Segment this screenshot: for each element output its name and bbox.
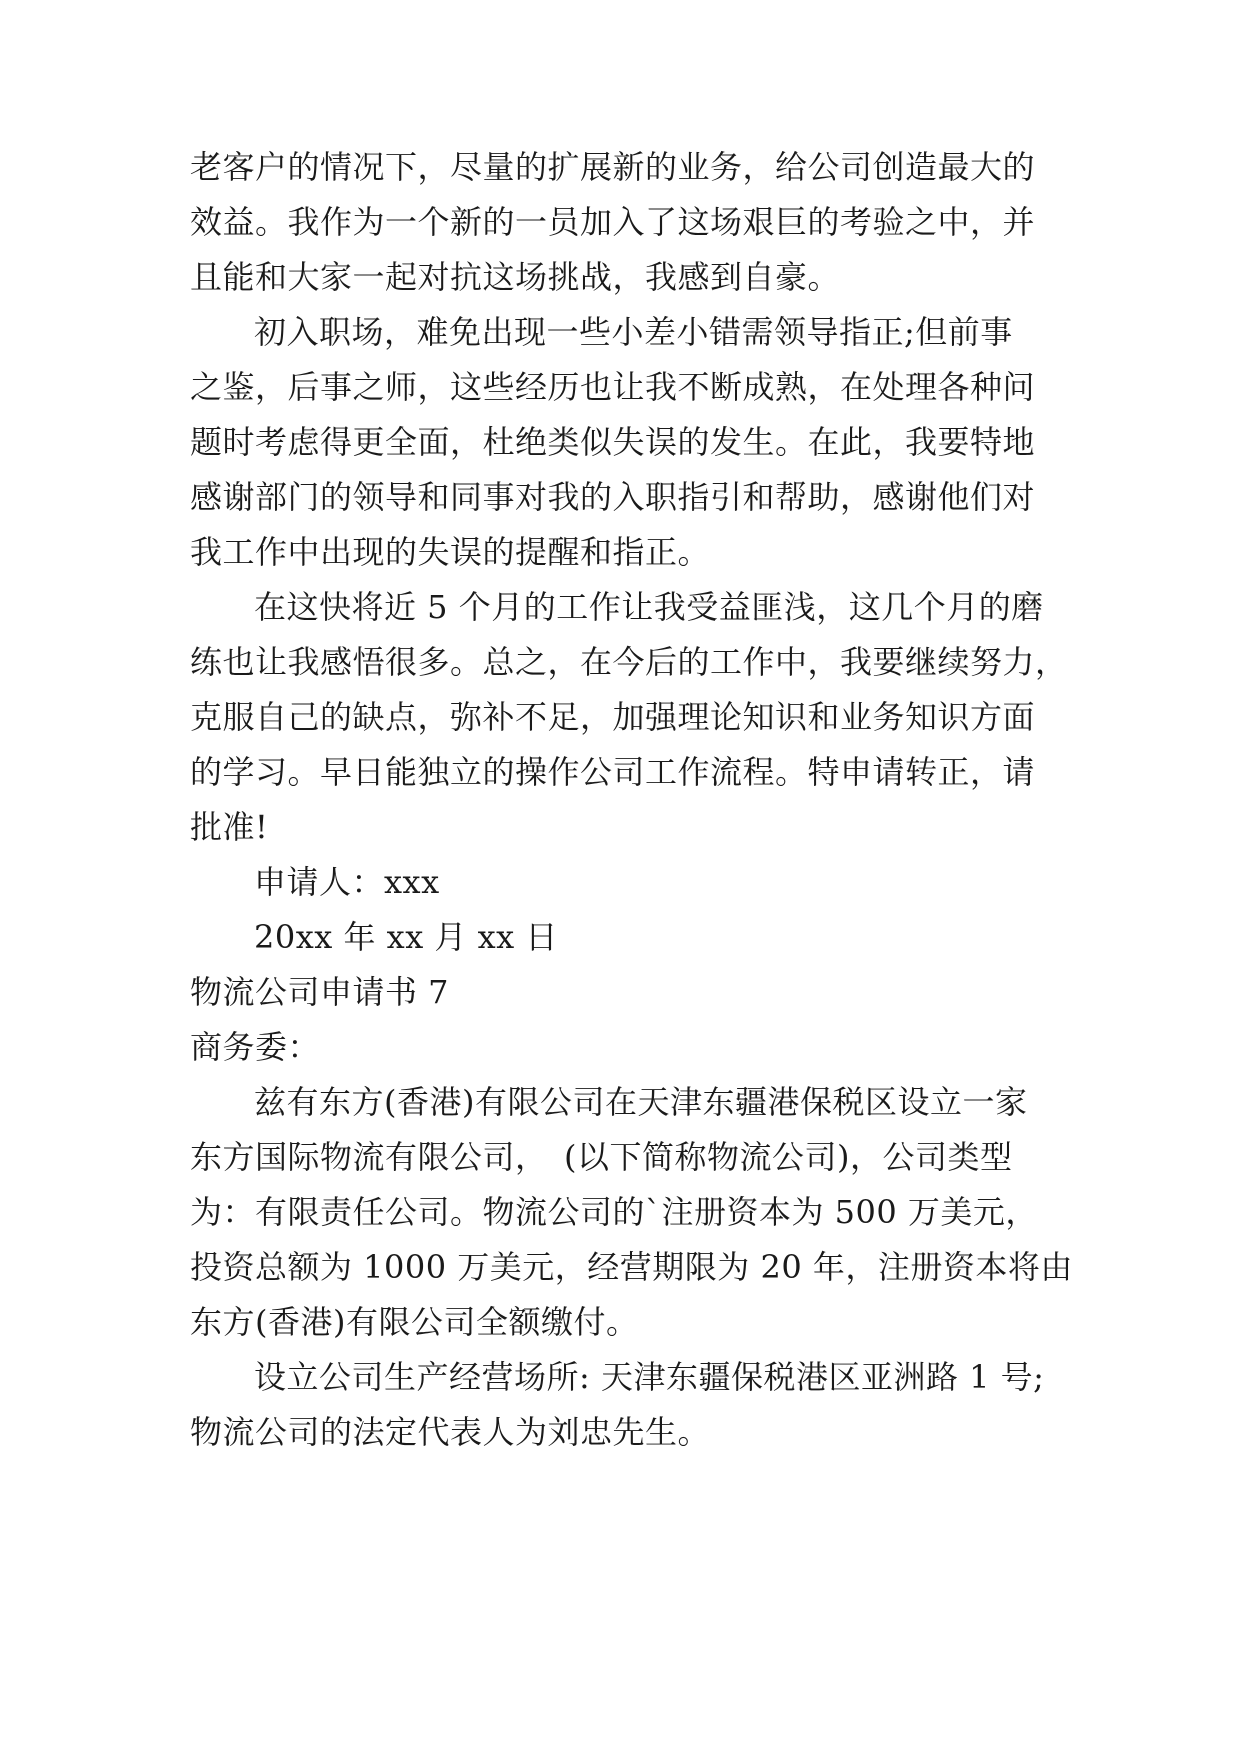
paragraph-line: 我工作中出现的失误的提醒和指正。 — [190, 533, 711, 571]
date-line: 20xx 年 xx 月 xx 日 — [254, 918, 558, 956]
paragraph-line: 为：有限责任公司。物流公司的`注册资本为 500 万美元， — [190, 1193, 1038, 1231]
paragraph-line: 老客户的情况下，尽量的扩展新的业务，给公司创造最大的 — [190, 148, 1036, 186]
paragraph-line: 效益。我作为一个新的一员加入了这场艰巨的考验之中，并 — [190, 203, 1036, 241]
paragraph-line: 投资总额为 1000 万美元，经营期限为 20 年，注册资本将由 — [190, 1248, 1073, 1286]
paragraph-line: 且能和大家一起对抗这场挑战，我感到自豪。 — [190, 258, 841, 296]
paragraph-line: 之鉴，后事之师，这些经历也让我不断成熟，在处理各种问 — [190, 368, 1036, 406]
paragraph-line: 在这快将近 5 个月的工作让我受益匪浅，这几个月的磨 — [254, 588, 1044, 626]
paragraph-line: 感谢部门的领导和同事对我的入职指引和帮助，感谢他们对 — [190, 478, 1036, 516]
paragraph-line: 设立公司生产经营场所: 天津东疆保税港区亚洲路 1 号; — [254, 1358, 1045, 1396]
addressee-line: 商务委： — [190, 1028, 321, 1066]
paragraph-line: 初入职场，难免出现一些小差小错需领导指正;但前事 — [254, 313, 1013, 351]
paragraph-line: 东方(香港)有限公司全额缴付。 — [190, 1303, 639, 1341]
paragraph-line: 题时考虑得更全面，杜绝类似失误的发生。在此，我要特地 — [190, 423, 1036, 461]
paragraph-line: 批准! — [190, 808, 269, 846]
paragraph-line: 兹有东方(香港)有限公司在天津东疆港保税区设立一家 — [254, 1083, 1028, 1121]
paragraph-line: 的学习。早日能独立的操作公司工作流程。特申请转正，请 — [190, 753, 1036, 791]
paragraph-line: 克服自己的缺点，弥补不足，加强理论知识和业务知识方面 — [190, 698, 1036, 736]
applicant-line: 申请人：xxx — [254, 863, 440, 901]
paragraph-line: 物流公司的法定代表人为刘忠先生。 — [190, 1413, 711, 1451]
paragraph-line: 东方国际物流有限公司， (以下简称物流公司)，公司类型 — [190, 1138, 1013, 1176]
paragraph-line: 练也让我感悟很多。总之，在今后的工作中，我要继续努力， — [190, 643, 1068, 681]
section-title: 物流公司申请书 7 — [190, 973, 450, 1011]
